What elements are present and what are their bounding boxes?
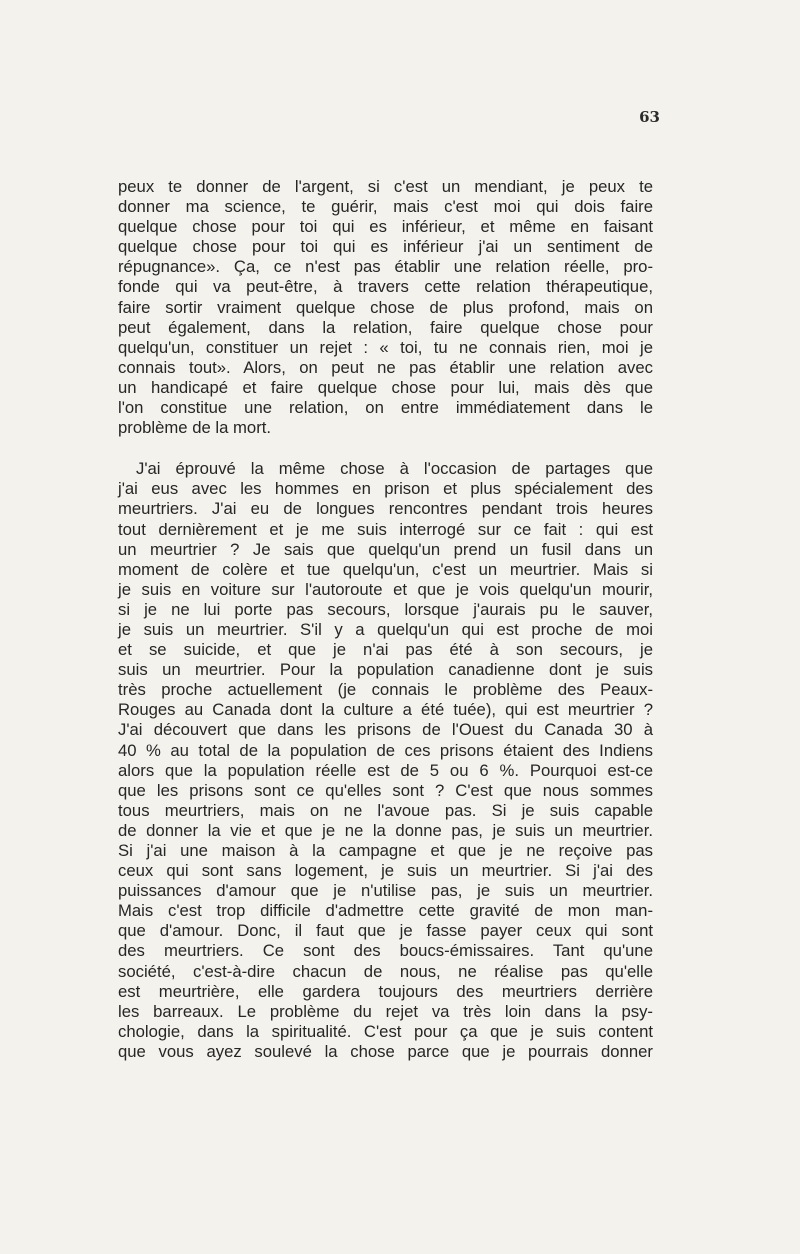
text-line: problème de la mort. (118, 418, 272, 438)
text-line: quelque chose pour toi qui es inférieur j'ai un sentiment de (118, 237, 653, 257)
text-line: des meurtriers. Ce sont des boucs-émissaires. Tant qu'une (118, 941, 653, 961)
text-line: ceux qui sont sans logement, je suis un meurtrier. Si j'ai des (118, 861, 653, 881)
text-line: tous meurtriers, mais on ne l'avoue pas. Si je suis capable (118, 800, 653, 820)
text-line: fonde qui va peut-être, à travers cette relation thérapeutique, (118, 277, 653, 297)
text-line: meurtriers. J'ai eu de longues rencontres pendant trois heures (118, 499, 653, 519)
text-line: J'ai découvert que dans les prisons de l'Ouest du Canada 30 à (118, 720, 653, 740)
paragraph-1 (118, 177, 653, 438)
text-line: 40 % au total de la population de ces prisons étaient des Indiens (118, 740, 653, 760)
text-line: quelque chose pour toi qui es inférieur, et même en faisant (118, 217, 653, 237)
text-line: suis un meurtrier. Pour la population canadienne dont je suis (118, 660, 653, 680)
text-line: est meurtrière, elle gardera toujours des meurtriers derrière (118, 981, 653, 1001)
page-number: 63 (639, 108, 660, 126)
text-line: puissances d'amour que je n'utilise pas, je suis un meurtrier. (118, 881, 653, 901)
text-line: société, c'est-à-dire chacun de nous, ne réalise pas qu'elle (118, 961, 653, 981)
text-line: que d'amour. Donc, il faut que je fasse payer ceux qui sont (118, 921, 653, 941)
text-line: et se suicide, et que je n'ai pas été à son secours, je (118, 640, 653, 660)
text-line: de donner la vie et que je ne la donne pas, je suis un meurtrier. (118, 820, 653, 840)
text-line: chologie, dans la spiritualité. C'est pour ça que je suis content (118, 1021, 653, 1041)
text-line: tout dernièrement et je me suis interrogé sur ce fait : qui est (118, 519, 653, 539)
text-line: donner ma science, te guérir, mais c'est moi qui dois faire (118, 197, 653, 217)
text-line: l'on constitue une relation, on entre immédiatement dans le (118, 398, 653, 418)
text-line: très proche actuellement (je connais le problème des Peaux- (118, 680, 653, 700)
text-line: Si j'ai une maison à la campagne et que je ne reçoive pas (118, 841, 653, 860)
text-line: peux te donner de l'argent, si c'est un mendiant, je peux te (118, 177, 653, 196)
paragraph-gap (118, 438, 653, 459)
text-line: que vous ayez soulevé la chose parce que je pourrais donner (118, 1041, 653, 1061)
body-text (118, 177, 653, 1062)
text-line: moment de colère et tue quelqu'un, c'est un meurtrier. Mais si (118, 559, 653, 579)
text-line: si je ne lui porte pas secours, lorsque j'aurais pu le sauver, (118, 599, 653, 619)
text-line: je suis en voiture sur l'autoroute et que je vois quelqu'un mourir, (118, 579, 653, 599)
text-line: les barreaux. Le problème du rejet va très loin dans la psy- (118, 1001, 653, 1021)
text-line: je suis un meurtrier. S'il y a quelqu'un qui est proche de moi (118, 619, 653, 639)
paragraph-2 (118, 459, 653, 1062)
text-line: faire sortir vraiment quelque chose de plus profond, mais on (118, 297, 653, 317)
text-line: alors que la population réelle est de 5 ou 6 %. Pourquoi est-ce (118, 760, 653, 780)
text-line: quelqu'un, constituer un rejet : « toi, tu ne connais rien, moi je (118, 337, 653, 357)
text-line: que les prisons sont ce qu'elles sont ? C'est que nous sommes (118, 780, 653, 800)
text-line: j'ai eus avec les hommes en prison et plus spécialement des (118, 479, 653, 499)
text-line: un handicapé et faire quelque chose pour lui, mais dès que (118, 377, 653, 397)
text-line: répugnance». Ça, ce n'est pas établir une relation réelle, pro- (118, 257, 653, 277)
text-line: J'ai éprouvé la même chose à l'occasion de partages que (136, 459, 653, 479)
text-line: Mais c'est trop difficile d'admettre cette gravité de mon man- (118, 901, 653, 921)
text-line: peut également, dans la relation, faire quelque chose pour (118, 317, 653, 337)
text-line: un meurtrier ? Je sais que quelqu'un prend un fusil dans un (118, 539, 653, 559)
text-line: Rouges au Canada dont la culture a été tuée), qui est meurtrier ? (118, 700, 653, 720)
text-line: connais tout». Alors, on peut ne pas établir une relation avec (118, 357, 653, 377)
